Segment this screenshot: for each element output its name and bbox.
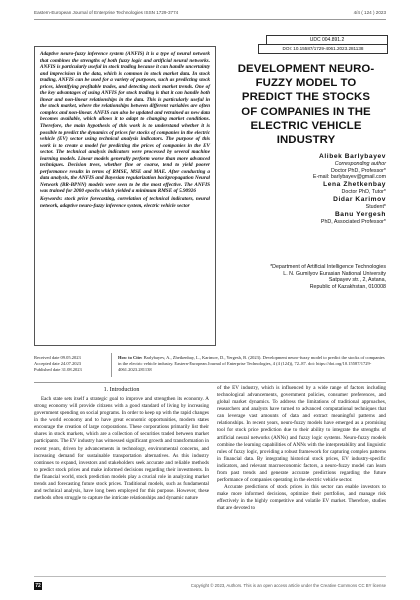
citation-text: Barlybayev, A., Zhetkenbay, L., Karimov, D., Yergesh, B. (2023). Development neuro-fuzzy model to predict the stocks of companies in the electric vehicle industry. Eastern-European Journal of Enterprise Technologies, 4 (4 (124)), 72–87. doi: https://doi.org/10.15587/1729-4061.2023.281138 (118, 355, 385, 372)
accepted-date: Accepted date 24.07.2023 (34, 361, 81, 366)
udc-code: UDC 004.891.2 (266, 35, 388, 45)
body-column-right (217, 385, 386, 512)
author-name: Alibek Barlybayev (318, 153, 386, 160)
section-divider (34, 382, 386, 383)
keywords: Keywords: stock price forecasting, correlation of technical indicators, neural network, adaptive neuro-fuzzy inference system, electric vehicle sector (40, 196, 210, 209)
doi-link[interactable]: DOI: 10.15587/1729-4061.2023.281138 (258, 44, 388, 54)
page-number: 72 (35, 583, 41, 589)
author-list (226, 153, 386, 225)
received-date: Received date 09.05.2023 (34, 355, 81, 360)
abstract-box (34, 46, 216, 346)
author-block (226, 196, 386, 211)
author-name: Didar Karimov (333, 195, 386, 203)
author-block (226, 181, 386, 196)
article-dates (34, 355, 106, 373)
issue-info: 4/4 ( 124 ) 2023 (353, 10, 386, 15)
author-detail: Doctor PhD, Professor* (330, 167, 386, 174)
affiliation (226, 264, 386, 290)
paragraph: Each state sets itself a strategic goal to improve and strengthen its economy. A strong economy will provide citizens with a good standard of living by increasing government spending on social programs. In order to keep up with the rapid changes in the world economy and to have great economic opportunities, modern states encourage the creation of large corporations. These corporations primarily list their shares in stock markets, which are a collection of securities traded between market participants. The EV industry has witnessed significant growth and transformation in recent years, driven by advancements in technology, environmental concerns, and increasing demand for sustainable transportation alternatives. As this industry continues to expand, investors and stakeholders seek accurate and reliable methods to predict stock prices and make informed decisions regarding their investments. In the financial world, stock prediction models play a crucial role in analyzing market trends and forecasting future stock prices. Traditional models, such as fundamental and technical analysis, have long been employed for this purpose. However, these methods often struggle to capture the intricate relationships and dynamic nature (34, 396, 209, 502)
affiliation-line: Republic of Kazakhstan, 010008 (309, 283, 386, 290)
article-title: DEVELOPMENT NEURO-FUZZY MODEL TO PREDICT THE STOCKS OF COMPANIES IN THE ELECTRIC VEHICLE INDUSTRY (237, 63, 375, 147)
paragraph: Accurate predictions of stock prices in this sector can enable investors to make more informed decisions, optimize their portfolios, and manage risk effectively in the highly competitive and volatile EV market. Therefore, studies that are devoted to (217, 484, 386, 512)
section-heading: 1. Introduction (103, 387, 140, 393)
affiliation-line: *Department of Artificial Intelligence Technologies (270, 264, 386, 270)
citation-label: How to Cite: (118, 355, 143, 360)
affiliation-line: Satpayev str., 2, Astana, (328, 277, 386, 284)
affiliation-line: L. N. Gumilyov Eurasian National University (283, 270, 386, 277)
author-detail: Student* (365, 203, 386, 210)
body-column-left (34, 396, 209, 502)
abstract-text: Adaptive neuro-fuzzy inference system (ANFIS) it is a type of neural network that combines the strengths of both fuzzy logic and artificial neural networks. ANFIS is particularly useful in stock trading because it can handle uncertainty and imprecision in the data, which is common in stock market data. In stock trading, ANFIS can be used for a variety of purposes, such as predicting stock prices, identifying profitable trades, and detecting stock market trends. One of the key advantages of using ANFIS for stock trading is that it can handle both linear and non-linear relationships in the data. This is particularly useful in the stock market, where the relationships between different variables are often complex and non-linear. ANFIS can also be updated and retrained as new data becomes available, which allows it to adapt to changing market conditions. Therefore, the main hypothesis of this work is to understand whether it is possible to predict the dynamics of prices for stocks of companies in the electric vehicle (EV) sector using technical analysis indicators. The purpose of this work is to create a model for predicting the prices of companies in the EV sector. The technical analysis indicators were processed by several machine learning models. Linear models generally perform worse than more advanced techniques. Decision trees, whether fine or coarse, tend to yield poorer performance results in terms of RMSE, MSE and MAE. After conducting a data analysis, the ANFIS and Bayesian regularization backpropagation Neural Network (BR-BPNN) models were seen to be the most effective. The ANFIS was trained for 2000 epochs which yielded a minimum RMSE of 5.90926 (40, 51, 210, 195)
published-date: Published date 31.08.2023 (34, 367, 82, 372)
citation (118, 355, 386, 373)
author-block (226, 211, 386, 226)
author-block (226, 153, 386, 181)
author-name: Lena Zhetkenbay (323, 181, 386, 189)
author-detail: Doctor PhD, Tutor* (341, 189, 386, 196)
author-email[interactable]: E-mail: barlybayev@gmail.com (312, 174, 386, 181)
author-name: Banu Yergesh (334, 210, 386, 218)
journal-name: Eastern-European Journal of Enterprise Technologies ISSN 1729-3774 (34, 10, 179, 15)
dates-divider (111, 353, 112, 377)
license-notice: Copyright © 2023, Authors. This is an open access article under the Creative Commons CC BY license (190, 583, 386, 588)
paragraph: of the EV industry, which is influenced by a wide range of factors including technological advancements, government policies, consumer preferences, and global market dynamics. To address the limitations of traditional approaches, researchers and analysts have turned to advanced computational techniques that can leverage vast amounts of data and extract meaningful patterns and relationships. In recent years, neuro-fuzzy models have emerged as a promising tool for stock price prediction due to their ability to integrate the strengths of artificial neural networks (ANNs) and fuzzy logic systems. Neuro-fuzzy models combine the learning capabilities of ANNs with the interpretability and linguistic rules of fuzzy logic, providing a robust framework for capturing complex patterns in financial data. By integrating historical stock prices, EV industry-specific indicators, and relevant macroeconomic factors, a neuro-fuzzy model can learn from past trends and generate accurate predictions regarding the future performance of companies operating in the electric vehicle sector. (217, 385, 386, 484)
header-divider (34, 19, 386, 20)
author-role: Corresponding author (334, 161, 386, 167)
author-detail: PhD, Associated Professor* (320, 218, 386, 225)
footer-divider (34, 576, 386, 577)
